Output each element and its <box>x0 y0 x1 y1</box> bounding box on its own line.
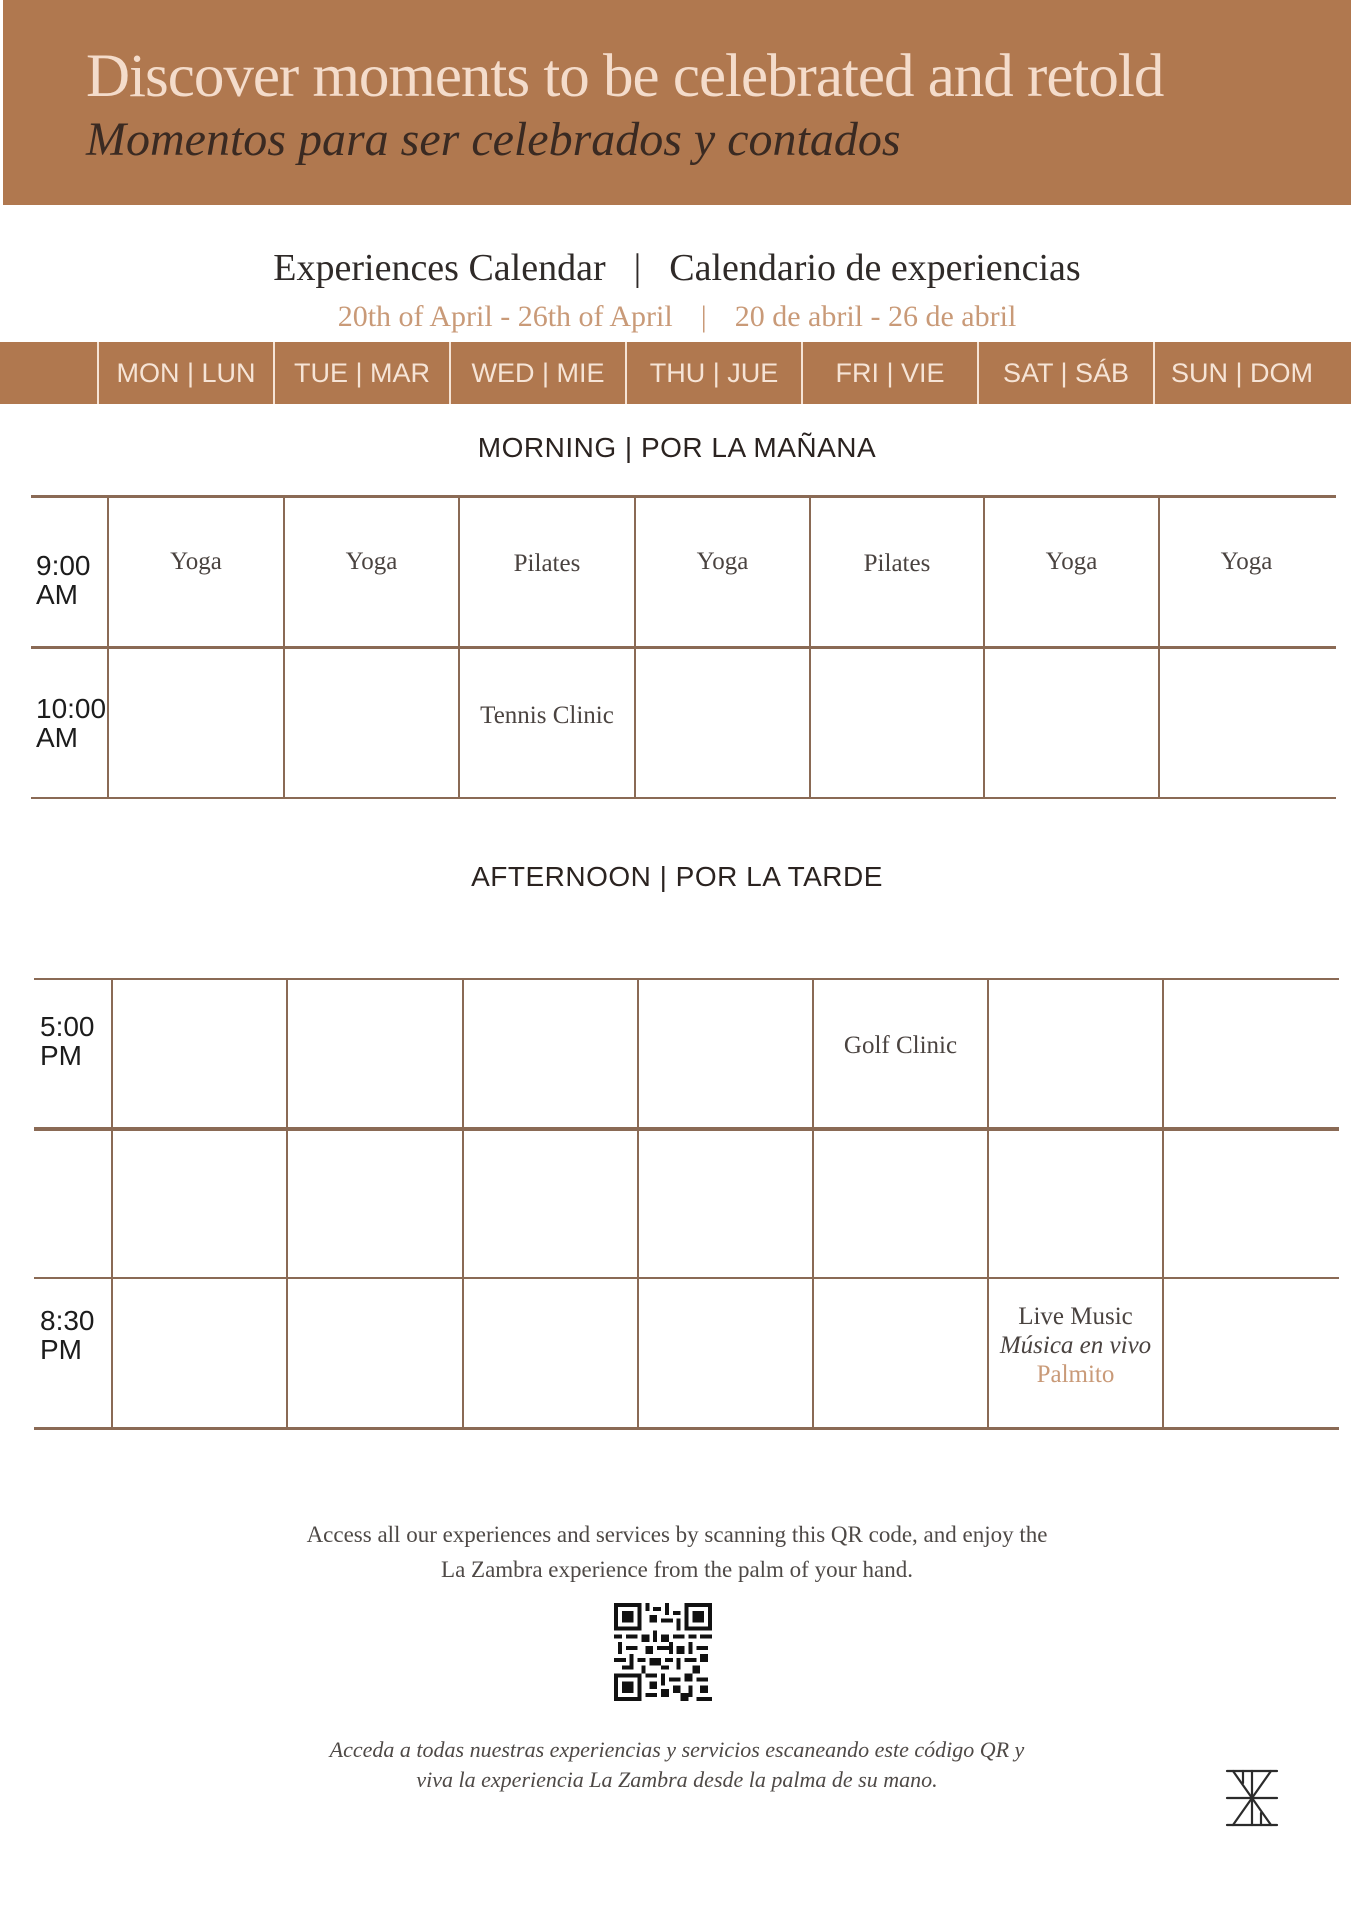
grid-line <box>34 1277 1339 1279</box>
event-cell: Yoga <box>345 548 398 575</box>
time-label: 8:30 PM <box>40 1305 95 1365</box>
event-cell: Yoga <box>1045 548 1098 575</box>
grid-line <box>34 1127 1339 1131</box>
footer-es-line2: viva la experiencia La Zambra desde la palma de su mano. <box>416 1767 938 1792</box>
grid-line <box>637 978 639 1430</box>
grid-line <box>31 495 1336 498</box>
grid-line <box>1162 978 1164 1430</box>
event-cell: Pilates <box>863 550 931 577</box>
calendar-title <box>0 246 1354 290</box>
calendar-title-en: Experiences Calendar <box>273 247 606 289</box>
day-header-band <box>0 342 1351 404</box>
time-label: 10:00 AM <box>36 693 107 753</box>
day-header-sat: SAT | SÁB <box>977 342 1153 404</box>
footer-en-line2: La Zambra experience from the palm of your hand. <box>441 1557 913 1582</box>
footer-text-en <box>0 1517 1354 1587</box>
header-subtitle: Momentos para ser celebrados y contados <box>86 113 901 166</box>
qr-code-icon[interactable] <box>614 1603 712 1701</box>
event-cell: Yoga <box>170 548 222 575</box>
la-zambra-logo-icon <box>1223 1765 1281 1831</box>
day-header-tue: TUE | MAR <box>273 342 449 404</box>
header-title: Discover moments to be celebrated and retold <box>86 43 1164 110</box>
afternoon-section-title: AFTERNOON | POR LA TARDE <box>471 861 883 892</box>
footer-es-line1: Acceda a todas nuestras experiencias y servicios escaneando este código QR y <box>329 1737 1025 1762</box>
event-venue: Palmito <box>1036 1361 1115 1388</box>
event-cell: Tennis Clinic <box>480 702 614 729</box>
grid-line <box>31 797 1336 799</box>
day-header-sun: SUN | DOM <box>1153 342 1329 404</box>
calendar-title-es: Calendario de experiencias <box>669 247 1081 289</box>
event-cell: Yoga <box>1220 548 1273 575</box>
morning-section-title: MORNING | POR LA MAÑANA <box>477 432 877 463</box>
day-header-fri: FRI | VIE <box>801 342 977 404</box>
calendar-dates-separator: | <box>700 300 707 333</box>
grid-line <box>286 978 288 1430</box>
header-banner <box>3 0 1351 205</box>
grid-line <box>983 495 985 797</box>
grid-line <box>111 978 113 1430</box>
footer-text-es <box>0 1735 1354 1795</box>
time-label: 9:00 AM <box>36 550 91 610</box>
event-cell: Pilates <box>513 550 581 577</box>
grid-line <box>1158 495 1160 797</box>
calendar-title-separator: | <box>633 247 642 289</box>
event-cell: Golf Clinic <box>843 1032 958 1059</box>
calendar-dates <box>0 300 1354 334</box>
calendar-dates-es: 20 de abril - 26 de abril <box>734 300 1017 333</box>
grid-line <box>34 1427 1339 1430</box>
grid-line <box>107 495 109 797</box>
event-subtitle: Música en vivo <box>999 1332 1152 1359</box>
grid-line <box>462 978 464 1430</box>
grid-line <box>283 495 285 797</box>
event-cell: Yoga <box>696 548 749 575</box>
grid-line <box>634 495 636 797</box>
day-header-mon: MON | LUN <box>97 342 273 404</box>
grid-line <box>31 646 1336 649</box>
footer-en-line1: Access all our experiences and services by scanning this QR code, and enjoy the <box>306 1522 1048 1547</box>
grid-line <box>809 495 811 797</box>
day-header-wed: WED | MIE <box>449 342 625 404</box>
event-title: Live Music <box>1018 1303 1133 1330</box>
event-cell-live-music <box>989 1302 1162 1389</box>
time-label: 5:00 PM <box>40 1011 95 1071</box>
calendar-dates-en: 20th of April - 26th of April <box>337 300 673 333</box>
day-header-thu: THU | JUE <box>625 342 801 404</box>
grid-line <box>458 495 460 797</box>
grid-line <box>34 978 1339 980</box>
